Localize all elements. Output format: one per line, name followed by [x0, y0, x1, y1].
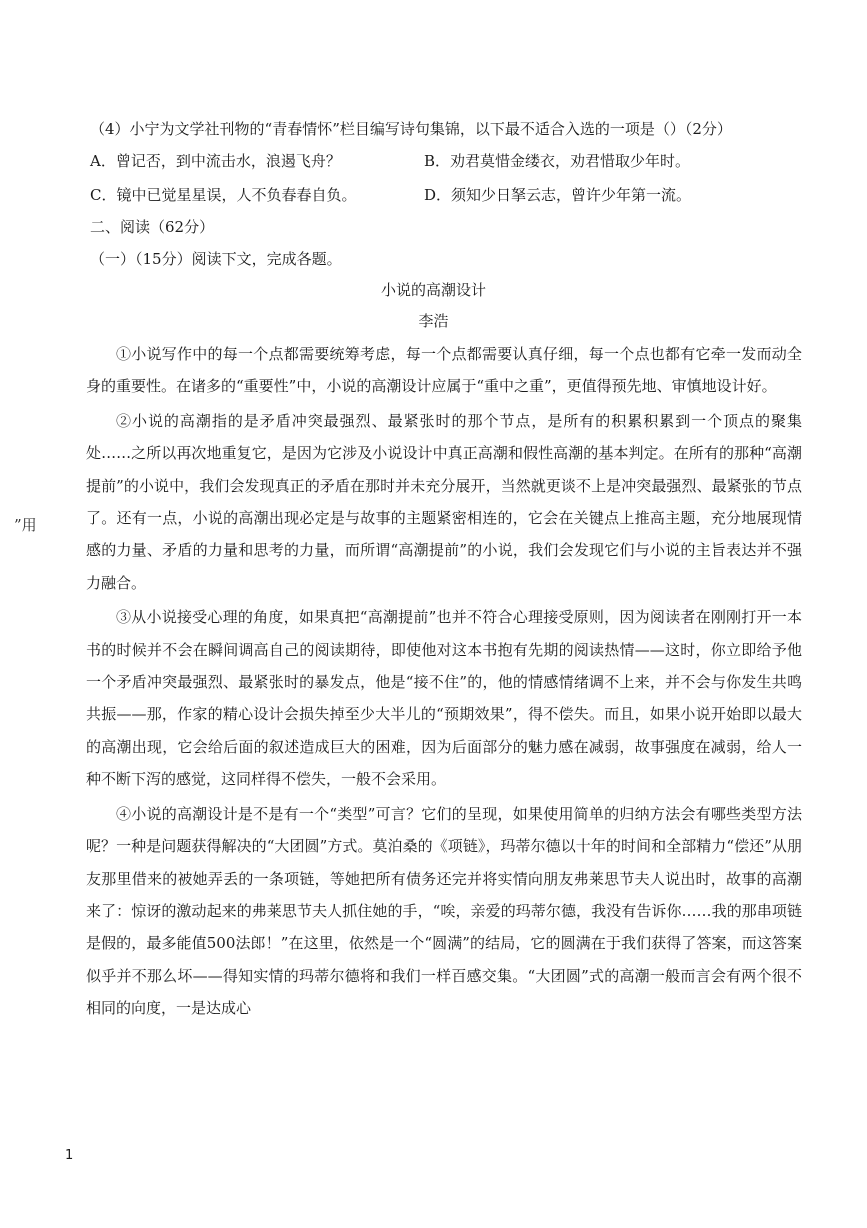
article-author: 李浩 — [418, 312, 449, 330]
option-b: B．劝君莫惜金缕衣，劝君惜取少年时。 — [424, 152, 691, 170]
sub-section-heading: （一）（15分）阅读下文，完成各题。 — [90, 250, 342, 268]
article-body — [86, 338, 802, 1027]
section-heading: 二、阅读（62分） — [90, 218, 215, 236]
option-c: C．镜中已觉星星误，人不负春春自负。 — [90, 186, 357, 204]
paragraph-1: ①小说写作中的每一个点都需要统筹考虑，每一个点都需要认真仔细，每一个点也都有它牵一发而动全身的重要性。在诸多的“重要性”中，小说的高潮设计应属于“重中之重”，更值得预先地、审慎地设计好。 — [86, 345, 802, 396]
option-d: D．须知少日拏云志，曾许少年第一流。 — [424, 186, 692, 204]
page-number: 1 — [65, 1148, 74, 1163]
question-4-stem: （4）小宁为文学社刊物的“青春情怀”栏目编写诗句集锦，以下最不适合入选的一项是（）（2分） — [90, 120, 732, 138]
article-title: 小说的高潮设计 — [380, 281, 486, 299]
paragraph-2: ②小说的高潮指的是矛盾冲突最强烈、最紧张时的那个节点，是所有的积累积累到一个顶点的聚集处……之所以再次地重复它，是因为它涉及小说设计中真正高潮和假性高潮的基本判定。在所有的那种“高潮提前”的小说中，我们会发现真正的矛盾在那时并未充分展开，当然就更谈不上是冲突最强烈、最紧张的节点了。还有一点，小说的高潮出现必定是与故事的主题紧密相连的，它会在关键点上推高主题，充分地展现情感的力量、矛盾的力量和思考的力量，而所谓“高潮提前”的小说，我们会发现它们与小说的主旨表达并不强力融合。 — [86, 411, 802, 592]
option-a: A．曾记否，到中流击水，浪遏飞舟？ — [90, 152, 341, 170]
paragraph-4: ④小说的高潮设计是不是有一个“类型”可言？它们的呈现，如果使用简单的归纳方法会有哪些类型方法呢？一种是问题获得解决的“大团圆”方式。莫泊桑的《项链》，玛蒂尔德以十年的时间和全部精力“偿还”从朋友那里借来的被她弄丢的一条项链，等她把所有债务还完并将实情向朋友弗莱思节夫人说出时，故事的高潮来了：惊讶的激动起来的弗莱思节夫人抓住她的手，“唉，亲爱的玛蒂尔德，我没有告诉你……我的那串项链是假的，最多能值500法郎！”在这里，依然是一个“圆满”的结局，它的圆满在于我们获得了答案，而这答案似乎并不那么坏——得知实情的玛蒂尔德将和我们一样百感交集。“大团圆”式的高潮一般而言会有两个很不相同的向度，一是达成心 — [86, 804, 802, 1018]
margin-note: ”用 — [14, 516, 37, 534]
paragraph-3: ③从小说接受心理的角度，如果真把“高潮提前”也并不符合心理接受原则，因为阅读者在刚刚打开一本书的时候并不会在瞬间调高自己的阅读期待，即使他对这本书抱有先期的阅读热情——这时，你立即给予他一个矛盾冲突最强烈、最紧张时的暴发点，他是“接不住”的，他的情感情绪调不上来，并不会与你发生共鸣共振——那，作家的精心设计会损失掉至少大半儿的“预期效果”，得不偿失。而且，如果小说开始即以最大的高潮出现，它会给后面的叙述造成巨大的困难，因为后面部分的魅力感在减弱，故事强度在减弱，给人一种不断下泻的感觉，这同样得不偿失，一般不会采用。 — [86, 608, 802, 789]
